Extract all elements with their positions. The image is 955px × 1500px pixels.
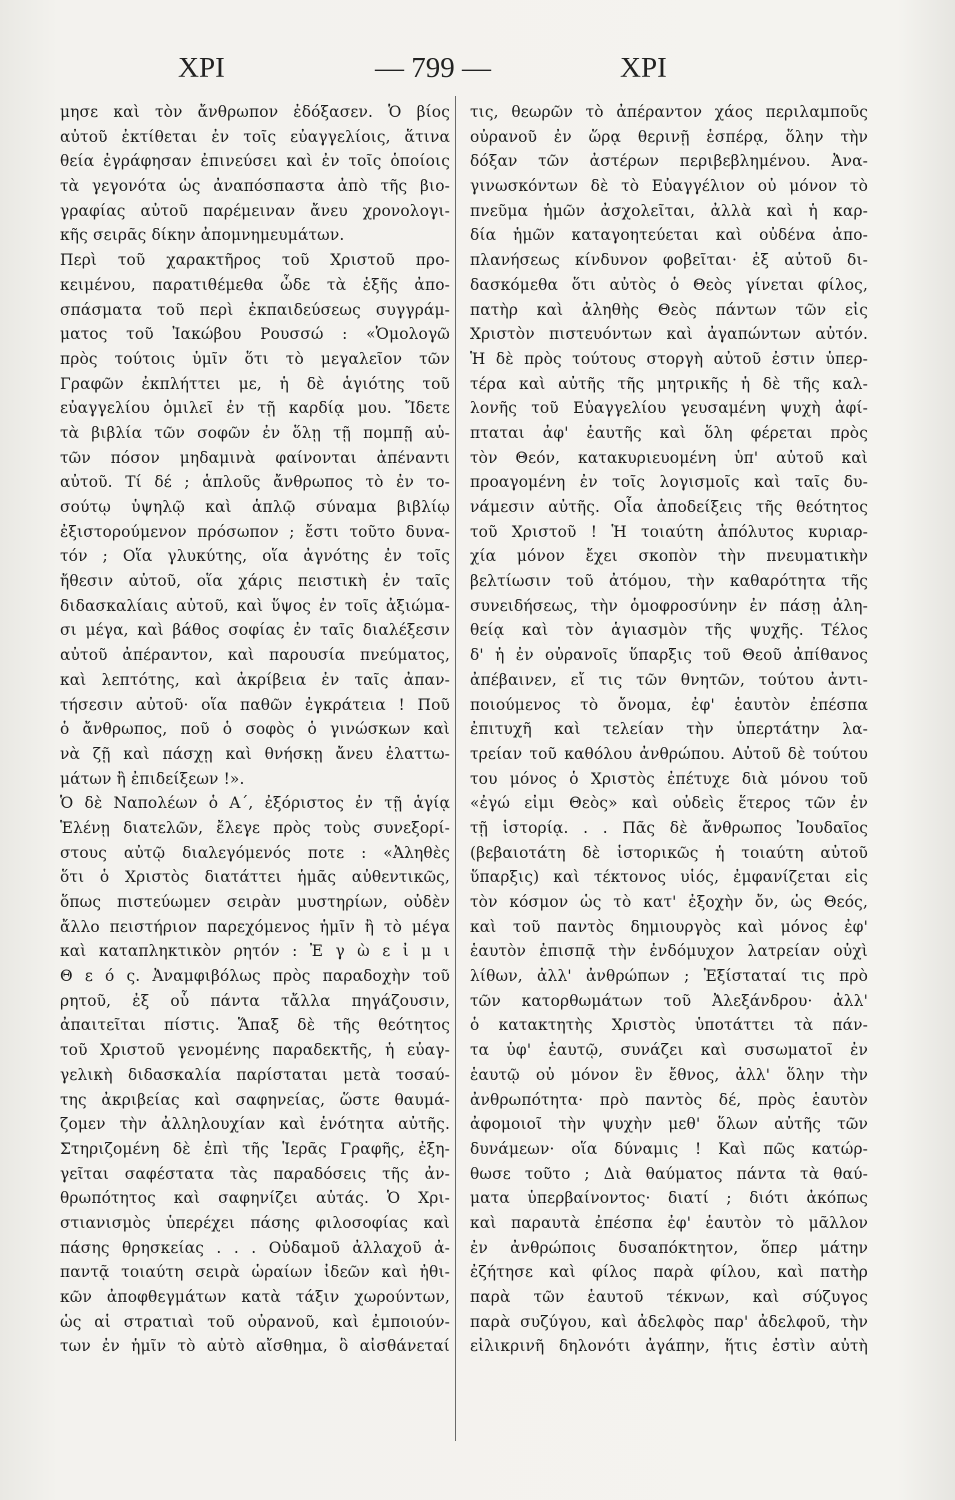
text-line: τῶν κατορθωμάτων τοῦ Ἀλεξάνδρου· ἀλλ' [470,991,868,1010]
text-line: του μόνος ὁ Χριστὸς ἐπέτυχε διὰ μόνου τοῦ [470,769,868,788]
text-line: μησε καὶ τὸν ἄνθρωπον ἐδόξασεν. Ὁ βίος [60,103,450,121]
text-line: παρὰ συζύγου, καὶ ἀδελφὸς παρ' ἀδελφοῦ, τὴν [470,1312,868,1331]
text-line: οὐρανοῦ ἐν ὥρᾳ θερινῇ ἑσπέρᾳ, ὅλην τὴν [470,127,868,146]
text-line: γελικὴ διδασκαλία παρίσταται μετὰ τοσαύ- [60,1065,450,1084]
text-line: τὰ γεγονότα ὡς ἀναπόσπαστα ἀπὸ τῆς βιο- [60,177,450,196]
text-line: τήσεσιν αὐτοῦ· οἵα παθῶν ἐγκράτεια ! Ποῦ [60,695,450,714]
text-line: Περὶ τοῦ χαρακτῆρος τοῦ Χριστοῦ προ- [60,251,450,270]
text-line: προαγομένη ἐν τοῖς λογισμοῖς καὶ ταῖς δυ- [470,473,868,492]
text-line: ἀνθρωπότητα· πρὸ παντὸς δέ, πρὸς ἑαυτὸν [470,1090,868,1109]
text-line: ἤθεσιν αὐτοῦ, οἵα χάρις πειστικὴ ἐν ταῖς [60,572,450,591]
text-line: της ἀκριβείας καὶ σαφηνείας, ὥστε θαυμά- [60,1090,450,1109]
text-line: θεία ἐγράφησαν ἐπινεύσει καὶ ἐν τοῖς ὁποίοις [60,152,450,171]
text-line: Ὁ δὲ Ναπολέων ὁ Α΄, ἐξόριστος ἐν τῇ ἁγίᾳ [60,794,450,813]
text-line: πάσης θρησκείας . . . Οὐδαμοῦ ἀλλαχοῦ ἀ- [60,1238,450,1257]
text-line: Θ ε ό ς. Ἀναμφιβόλως πρὸς παραδοχὴν τοῦ [60,967,450,986]
header-left-guideword: ΧΡΙ [178,52,225,84]
text-line: δ' ἡ ἐν οὐρανοῖς ὕπαρξις τοῦ Θεοῦ ἀπίθανος [470,646,868,665]
text-line: ποιούμενος τὸ ὄνομα, ἐφ' ἑαυτὸν ἐπέσπα [470,695,868,714]
text-line: ἀπαιτεῖται πίστις. Ἅπαξ δὲ τῆς θεότητος [60,1016,450,1035]
text-line: νὰ ζῇ καὶ πάσχῃ καὶ θνήσκῃ ἄνευ ἐλαττω- [60,744,450,763]
text-line: πνεῦμα ἡμῶν ἀσχολεῖται, ἀλλὰ καὶ ἡ καρ- [470,201,868,220]
text-line: παντᾷ τοιαύτη σειρὰ ὡραίων ἰδεῶν καὶ ἠθι- [60,1263,450,1282]
text-line: βελτίωσιν τοῦ ἀτόμου, τὴν καθαρότητα τῆς [470,572,868,591]
text-line: εὐαγγελίου ὁμιλεῖ ἐν τῇ καρδίᾳ μου. Ἴδετε [60,399,450,418]
text-line: καὶ λεπτότης, καὶ ἀκρίβεια ἐν ταῖς ἀπαν- [60,670,450,689]
text-line: ἐπιτυχῆ καὶ τελείαν τὴν ὑπερτάτην λα- [470,720,868,739]
text-line: ρητοῦ, ἐξ οὗ πάντα τἄλλα πηγάζουσιν, [60,991,450,1010]
text-line: κῆς σειρᾶς δίκην ἀπομνημευμάτων. [60,226,345,245]
text-line: δυνάμεων· οἵα δύναμις ! Καὶ πῶς κατώρ- [470,1139,868,1158]
text-line: ὅτι ὁ Χριστὸς διατάττει ἡμᾶς αὐθεντικῶς, [60,868,450,887]
text-line: τρείαν τοῦ καθόλου ἀνθρώπου. Αὐτοῦ δὲ τούτου [470,744,868,763]
text-line: Ἑλένῃ διατελῶν, ἔλεγε πρὸς τοὺς συνεξορί- [60,818,450,837]
text-line: Γραφῶν ἐκπλήττει με, ἡ δὲ ἁγιότης τοῦ [60,374,450,393]
text-line: των ἐν ἡμῖν τὸ αὐτὸ αἴσθημα, ὃ αἰσθάνεταί [60,1337,450,1356]
text-line: τὸν Θεόν, κατακυριευομένη ὑπ' αὐτοῦ καὶ [470,448,868,467]
text-line: καὶ παραυτὰ ἐπέσπα ἐφ' ἑαυτὸν τὸ μᾶλλον [470,1213,868,1232]
text-line: ἐξιστορούμενον πρόσωπον ; ἔστι τοῦτο δυνα- [60,522,450,541]
text-line: δόξαν τῶν ἀστέρων περιβεβλημένου. Ἀνα- [470,152,868,171]
text-line: σπάσματα τοῦ περὶ ἐκπαιδεύσεως συγγράμ- [60,300,450,319]
text-line: πταται ἀφ' ἑαυτῆς καὶ ὅλη φέρεται πρὸς [470,423,868,442]
text-line: λονῆς τοῦ Εὐαγγελίου γευσαμένη ψυχὴ ἀφί- [470,399,868,418]
text-line: στους αὐτῷ διαλεγόμενός ποτε : «Ἀληθὲς [60,843,450,862]
text-line: θωσε τοῦτο ; Διὰ θαύματος πάντα τὰ θαύ- [470,1164,868,1183]
text-line: σούτῳ ὑψηλῷ καὶ ἁπλῷ σύναμα βιβλίῳ [60,498,450,516]
text-line: θείᾳ καὶ τὸν ἁγιασμὸν τῆς ψυχῆς. Τέλος [470,621,868,640]
text-line: γεῖται σαφέστατα τὰς παραδόσεις τῆς ἀν- [60,1164,450,1183]
text-line: διδασκαλίαις αὐτοῦ, καὶ ὕψος ἐν τοῖς ἀξιώμα- [60,596,450,615]
right-text-column [470,100,868,1359]
text-line: Ἡ δὲ πρὸς τούτους στοργὴ αὐτοῦ ἐστιν ὑπερ- [470,349,868,368]
page-header [0,52,955,92]
text-line: Στηριζομένη δὲ ἐπὶ τῆς Ἱερᾶς Γραφῆς, ἐξη- [60,1139,450,1158]
text-line: ἐν ἀνθρώποις δυσαπόκτητον, ὅπερ μάτην [470,1238,868,1257]
text-line: μάτων ἢ ἐπιδείξεων !». [60,769,245,788]
text-line: ἀπέβαινεν, εἴ τις τῶν θνητῶν, τούτου ἀντι- [470,670,868,689]
text-line: κειμένου, παρατιθέμεθα ὧδε τὰ ἑξῆς ἀπο- [60,275,450,294]
text-line: δασκόμεθα ὅτι αὐτὸς ὁ Θεὸς γίνεται φίλος, [470,275,868,294]
text-line: τόν ; Οἵα γλυκύτης, οἵα ἀγνότης ἐν τοῖς [60,547,450,566]
text-line: τῶν πόσον μηδαμινὰ φαίνονται ἀπέναντι [60,448,450,467]
text-line: (βεβαιοτάτη δὲ ἱστορικῶς ἡ τοιαύτη αὐτοῦ [470,843,868,862]
text-line: ἀφομοιοῖ τὴν ψυχὴν μεθ' ὅλων αὐτῆς τῶν [470,1115,868,1134]
text-line: ματος τοῦ Ἰακώβου Ρουσσώ : «Ὁμολογῶ [60,325,450,344]
text-line: καὶ τοῦ παντὸς δημιουργὸς καὶ μόνος ἐφ' [470,917,868,936]
text-line: αὐτοῦ ἀπέραντον, καὶ παρουσία πνεύματος, [60,646,450,665]
text-line: «ἐγώ εἰμι Θεὸς» καὶ οὐδεὶς ἕτερος τῶν ἐν [470,794,868,813]
text-line: παρὰ τῶν ἑαυτοῦ τέκνων, καὶ σύζυγος [470,1288,868,1306]
text-line: αὐτοῦ ἐκτίθεται ἐν τοῖς εὐαγγελίοις, ἅτινα [60,127,450,146]
text-line: ζομεν τὴν ἀλληλουχίαν καὶ ἑνότητα αὐτῆς. [60,1115,450,1134]
text-line: στιανισμὸς ὑπερέχει πάσης φιλοσοφίας καὶ [60,1213,450,1232]
text-line: τῇ ἱστορίᾳ. . . Πᾶς δὲ ἄνθρωπος Ἰουδαῖος [470,818,868,837]
text-line: τὰ βιβλία τῶν σοφῶν ἐν ὅλῃ τῇ πομπῇ αὐ- [60,423,450,442]
text-line: συνειδήσεως, τὴν ὁμοφροσύνην ἐν πάσῃ ἀλη- [470,596,868,615]
header-right-guideword: ΧΡΙ [620,52,667,84]
text-line: ὁ ἄνθρωπος, ποῦ ὁ σοφὸς ὁ γινώσκων καὶ [60,720,450,739]
text-line: πλανήσεως κίνδυνον φοβεῖται· ἐξ αὐτοῦ δι- [470,251,868,270]
text-line: ὡς αἱ στρατιαὶ τοῦ οὐρανοῦ, καὶ ἐμποιούν- [60,1312,450,1331]
text-line: αὐτοῦ. Τί δέ ; ἁπλοῦς ἄνθρωπος τὸ ἐν το- [60,473,450,492]
text-line: λίθων, ἀλλ' ἀνθρώπων ; Ἐξίσταταί τις πρὸ [470,967,868,986]
text-line: ἄλλο πειστήριον παρεχόμενος ἡμῖν ἢ τὸ μέγα [60,917,450,936]
text-line: νάμεσιν αὐτῆς. Οἷα ἀποδείξεις τῆς θεότητος [470,498,868,516]
text-line: τοῦ Χριστοῦ γενομένης παραδεκτῆς, ἡ εὐαγ- [60,1041,450,1060]
text-line: εἰλικρινῆ δηλονότι ἀγάπην, ἥτις ἐστὶν αὐτὴ [470,1337,868,1356]
text-line: Χριστὸν πιστευόντων καὶ ἀγαπώντων αὐτόν. [470,325,868,344]
text-line: ἑαυτῷ οὐ μόνον ἓν ἔθνος, ἀλλ' ὅλην τὴν [470,1065,868,1084]
text-line: θρωπότητος καὶ σαφηνίζει αὐτάς. Ὁ Χρι- [60,1189,450,1208]
text-line: πρὸς τούτοις ὑμῖν ὅτι τὸ μεγαλεῖον τῶν [60,349,450,368]
text-line: ὕπαρξις) καὶ τέκτονος υἱός, ἐμφανίζεται εἰς [470,868,868,887]
left-text-column [60,100,450,1359]
page-number: — 799 — [375,52,491,84]
text-line: σι μέγα, καὶ βάθος σοφίας ἐν ταῖς διαλέξεσιν [60,621,450,640]
text-line: τοῦ Χριστοῦ ! Ἡ τοιαύτη ἀπόλυτος κυριαρ- [470,522,868,541]
text-line: ματα ὑπερβαίνοντος· διατί ; διότι ἀκόπως [470,1189,868,1208]
text-line: δία ἡμῶν καταγοητεύεται καὶ οὐδένα ἀπο- [470,226,868,245]
text-line: καὶ καταπληκτικὸν ρητόν : Ἐ γ ὼ ε ἰ μ ι [60,942,450,961]
text-line: χία μόνον ἔχει σκοπὸν τὴν πνευματικὴν [470,547,868,566]
text-line: ὅπως πιστεύωμεν σειρὰν μυστηρίων, οὐδὲν [60,893,450,911]
text-line: ὁ κατακτητὴς Χριστὸς ὑποτάττει τὰ πάν- [470,1016,868,1035]
text-line: τέρα καὶ αὐτῆς τῆς μητρικῆς ἡ δὲ τῆς καλ- [470,374,868,393]
column-divider [455,96,456,1441]
text-line: τις, θεωρῶν τὸ ἀπέραντον χάος περιλαμποῦς [470,103,868,121]
text-line: πατὴρ καὶ ἀληθὴς Θεὸς πάντων τῶν εἰς [470,300,868,319]
text-line: γινωσκόντων δὲ τὸ Εὐαγγέλιον οὐ μόνον τὸ [470,177,868,196]
text-line: ἐζήτησε καὶ φίλος παρὰ φίλου, καὶ πατὴρ [470,1263,868,1282]
text-line: τα ὑφ' ἑαυτῷ, συνάζει καὶ συσωματοῖ ἐν [470,1041,868,1060]
text-line: γραφίας αὐτοῦ παρέμειναν ἄνευ χρονολογι- [60,201,450,220]
text-line: κῶν ἀποφθεγμάτων κατὰ τάξιν χωρούντων, [60,1288,450,1306]
text-line: τὸν κόσμον ὡς τὸ κατ' ἐξοχὴν ὄν, ὡς Θεός, [470,893,868,911]
text-line: ἑαυτὸν ἐπισπᾷ τὴν ἐνδόμυχον λατρείαν οὐχὶ [470,942,868,961]
